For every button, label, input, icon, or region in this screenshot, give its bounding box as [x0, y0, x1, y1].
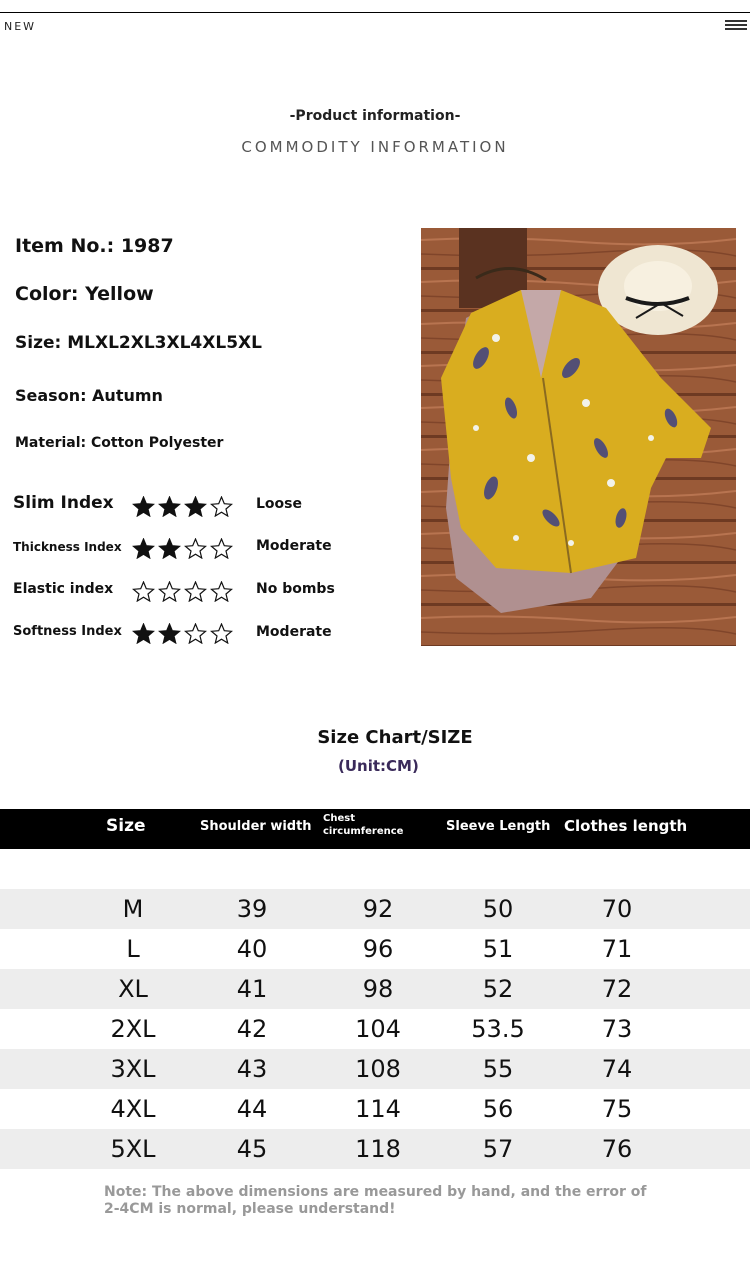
- star-empty-icon: [210, 581, 233, 602]
- product-photo: [421, 228, 736, 646]
- star-filled-icon: [158, 538, 181, 559]
- star-empty-icon: [158, 581, 181, 602]
- table-cell: 57: [482, 1135, 514, 1163]
- table-row: [0, 889, 750, 929]
- table-cell: 55: [482, 1055, 514, 1083]
- thickness-index-value: Moderate: [256, 538, 332, 554]
- table-cell: 3XL: [110, 1055, 156, 1083]
- item-number: Item No.: 1987: [15, 235, 174, 257]
- table-cell: 56: [482, 1095, 514, 1123]
- softness-index-value: Moderate: [256, 624, 332, 640]
- size-chart-unit: (Unit:CM): [338, 757, 419, 775]
- table-row: [0, 1009, 750, 1049]
- section-heading: -Product information-: [289, 108, 461, 124]
- table-cell: 51: [482, 935, 514, 963]
- softness-index-label: Softness Index: [13, 624, 122, 639]
- table-cell: 40: [236, 935, 268, 963]
- star-empty-icon: [210, 623, 233, 644]
- table-cell: 104: [355, 1015, 401, 1043]
- table-row: [0, 1089, 750, 1129]
- table-cell: 5XL: [110, 1135, 156, 1163]
- table-cell: 70: [601, 895, 633, 923]
- star-empty-icon: [184, 623, 207, 644]
- table-cell: 74: [601, 1055, 633, 1083]
- table-cell: 98: [362, 975, 394, 1003]
- header-sleeve: Sleeve Length: [446, 819, 551, 834]
- size-info: Size: MLXL2XL3XL4XL5XL: [15, 333, 262, 353]
- table-cell: 72: [601, 975, 633, 1003]
- star-filled-icon: [132, 623, 155, 644]
- table-cell: 108: [355, 1055, 401, 1083]
- star-filled-icon: [158, 623, 181, 644]
- table-row: [0, 1049, 750, 1089]
- table-row: [0, 1129, 750, 1169]
- star-empty-icon: [210, 538, 233, 559]
- size-table-header: [0, 809, 750, 849]
- table-cell: M: [122, 895, 144, 923]
- slim-index-label: Slim Index: [13, 493, 114, 513]
- new-label: NEW: [4, 20, 37, 33]
- table-cell: 50: [482, 895, 514, 923]
- season-info: Season: Autumn: [15, 386, 163, 405]
- elastic-index-label: Elastic index: [13, 581, 114, 597]
- header-size: Size: [106, 816, 146, 836]
- table-cell: 39: [236, 895, 268, 923]
- table-cell: 4XL: [110, 1095, 156, 1123]
- table-cell: 42: [236, 1015, 268, 1043]
- table-cell: 71: [601, 935, 633, 963]
- thickness-index-label: Thickness Index: [13, 540, 122, 554]
- star-empty-icon: [132, 581, 155, 602]
- star-empty-icon: [184, 538, 207, 559]
- table-cell: 118: [355, 1135, 401, 1163]
- star-filled-icon: [132, 496, 155, 517]
- table-cell: 75: [601, 1095, 633, 1123]
- table-row: [0, 929, 750, 969]
- thickness-index-stars: [132, 538, 233, 559]
- section-subheading: COMMODITY INFORMATION: [241, 138, 509, 156]
- measurement-note: Note: The above dimensions are measured by hand, and the error of 2-4CM is normal, please understand!: [104, 1184, 647, 1217]
- table-cell: 41: [236, 975, 268, 1003]
- header-clothes: Clothes length: [564, 817, 688, 835]
- star-empty-icon: [184, 581, 207, 602]
- table-cell: 45: [236, 1135, 268, 1163]
- table-cell: XL: [118, 975, 148, 1003]
- header-chest: Chest circumference: [323, 813, 404, 837]
- slim-index-stars: [132, 496, 233, 517]
- table-cell: 2XL: [110, 1015, 156, 1043]
- star-filled-icon: [184, 496, 207, 517]
- table-row: [0, 969, 750, 1009]
- table-cell: 76: [601, 1135, 633, 1163]
- star-filled-icon: [158, 496, 181, 517]
- elastic-index-stars: [132, 581, 233, 602]
- table-cell: 92: [362, 895, 394, 923]
- size-chart-title: Size Chart/SIZE: [317, 727, 473, 748]
- table-cell: 53.5: [471, 1015, 525, 1043]
- slim-index-value: Loose: [256, 496, 302, 512]
- table-cell: 52: [482, 975, 514, 1003]
- header-shoulder: Shoulder width: [200, 819, 312, 834]
- table-cell: 73: [601, 1015, 633, 1043]
- table-cell: L: [126, 935, 140, 963]
- table-cell: 43: [236, 1055, 268, 1083]
- table-cell: 114: [355, 1095, 401, 1123]
- star-empty-icon: [210, 496, 233, 517]
- star-filled-icon: [132, 538, 155, 559]
- softness-index-stars: [132, 623, 233, 644]
- table-cell: 44: [236, 1095, 268, 1123]
- color-info: Color: Yellow: [15, 283, 154, 305]
- menu-icon[interactable]: [725, 20, 747, 30]
- elastic-index-value: No bombs: [256, 581, 335, 597]
- material-info: Material: Cotton Polyester: [15, 435, 224, 451]
- top-divider: [0, 12, 750, 13]
- table-cell: 96: [362, 935, 394, 963]
